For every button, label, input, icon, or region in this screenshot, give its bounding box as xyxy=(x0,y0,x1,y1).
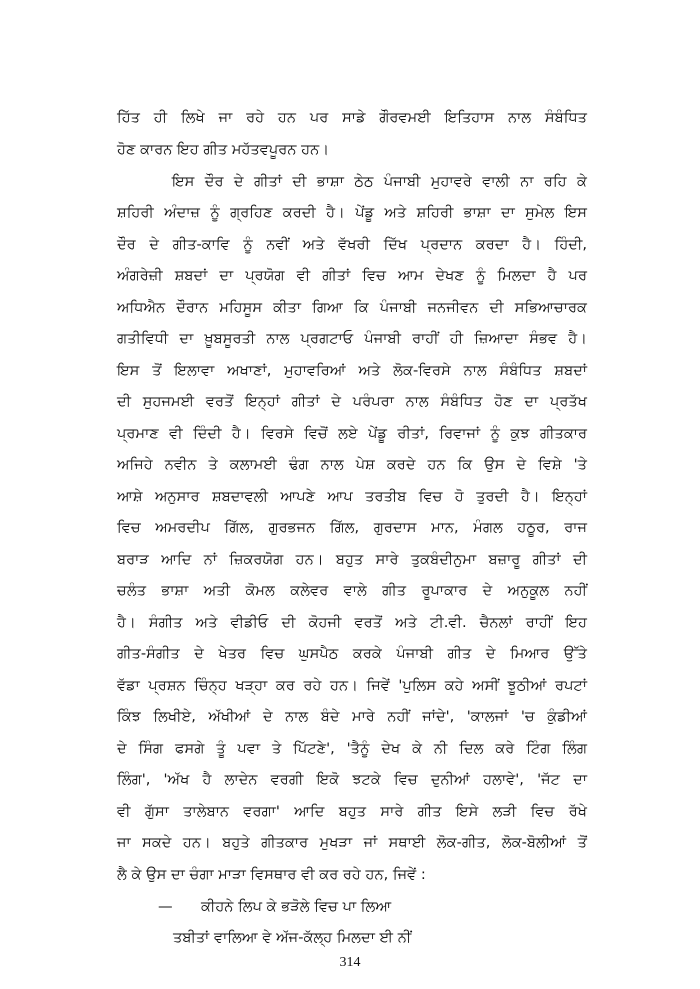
paragraph-line: ਚਲੰਤ ਭਾਸ਼ਾ ਅਤੀ ਕੋਮਲ ਕਲੇਵਰ ਵਾਲੇ ਗੀਤ ਰੂਪਾਕਾਰ ਦੇ ਅਨੁਕੂਲ ਨਹੀਂ xyxy=(117,582,587,599)
paragraph-line: ਪ੍ਰਮਾਣ ਵੀ ਦਿੰਦੀ ਹੈ। ਵਿਰਸੇ ਵਿਚੋਂ ਲਏ ਪੇਂਡੂ ਰੀਤਾਂ, ਰਿਵਾਜਾਂ ਨੂੰ ਕੁਝ ਗੀਤਕਾਰ xyxy=(117,425,587,442)
page-number: 314 xyxy=(339,955,361,970)
paragraph-line: ਗੀਤ-ਸੰਗੀਤ ਦੇ ਖੇਤਰ ਵਿਚ ਘੁਸਪੈਠ ਕਰਕੇ ਪੰਜਾਬੀ ਗੀਤ ਦੇ ਮਿਆਰ ਉੱਤੇ xyxy=(117,645,587,662)
paragraph-line: ਵੱਡਾ ਪ੍ਰਸ਼ਨ ਚਿੰਨ੍ਹ ਖੜ੍ਹਾ ਕਰ ਰਹੇ ਹਨ। ਜਿਵੇਂ 'ਪੁਲਿਸ ਕਹੇ ਅਸੀਂ ਝੂਠੀਆਂ ਰਪਟਾਂ xyxy=(117,677,587,694)
paragraph-line: ਕਿੰਝ ਲਿਖੀਏ, ਅੱਖੀਆਂ ਦੇ ਨਾਲ ਬੰਦੇ ਮਾਰੇ ਨਹੀਂ ਜਾਂਦੇ', 'ਕਾਲਜਾਂ 'ਚ ਕੁੰਡੀਆਂ xyxy=(117,708,587,725)
paragraph-line: ਅੰਗਰੇਜ਼ੀ ਸ਼ਬਦਾਂ ਦਾ ਪ੍ਰਯੋਗ ਵੀ ਗੀਤਾਂ ਵਿਚ ਆਮ ਦੇਖਣ ਨੂੰ ਮਿਲਦਾ ਹੈ ਪਰ xyxy=(117,267,587,284)
paragraph-line: ਹੋਣ ਕਾਰਨ ਇਹ ਗੀਤ ਮਹੱਤਵਪੂਰਨ ਹਨ। xyxy=(117,141,330,158)
paragraph-line: ਦੌਰ ਦੇ ਗੀਤ-ਕਾਵਿ ਨੂੰ ਨਵੀਂ ਅਤੇ ਵੱਖਰੀ ਦਿੱਖ ਪ੍ਰਦਾਨ ਕਰਦਾ ਹੈ। ਹਿੰਦੀ, xyxy=(117,236,587,253)
verse-dash: — xyxy=(158,898,173,915)
paragraph-line: ਅਜਿਹੇ ਨਵੀਨ ਤੇ ਕਲਾਮਈ ਢੰਗ ਨਾਲ ਪੇਸ਼ ਕਰਦੇ ਹਨ ਕਿ ਉਸ ਦੇ ਵਿਸ਼ੇ 'ਤੇ xyxy=(117,456,587,473)
paragraph-last-line: ਲੈ ਕੇ ਉਸ ਦਾ ਚੰਗਾ ਮਾੜਾ ਵਿਸਥਾਰ ਵੀ ਕਰ ਰਹੇ ਹਨ, ਜਿਵੇਂ : xyxy=(117,866,426,883)
paragraph-line: ਗਤੀਵਿਧੀ ਦਾ ਖ਼ੂਬਸੂਰਤੀ ਨਾਲ ਪ੍ਰਗਟਾਓ ਪੰਜਾਬੀ ਰਾਹੀਂ ਹੀ ਜ਼ਿਆਦਾ ਸੰਭਵ ਹੈ। xyxy=(117,330,587,347)
paragraph-line: ਹੈ। ਸੰਗੀਤ ਅਤੇ ਵੀਡੀਓ ਦੀ ਕੋਹਜੀ ਵਰਤੋਂ ਅਤੇ ਟੀ.ਵੀ. ਚੈਨਲਾਂ ਰਾਹੀਂ ਇਹ xyxy=(117,614,587,631)
paragraph-line: ਇਸ ਤੋਂ ਇਲਾਵਾ ਅਖਾਣਾਂ, ਮੁਹਾਵਰਿਆਂ ਅਤੇ ਲੋਕ-ਵਿਰਸੇ ਨਾਲ ਸੰਬੰਧਿਤ ਸ਼ਬਦਾਂ xyxy=(117,362,587,379)
paragraph-line: ਦੀ ਸੁਹਜਮਈ ਵਰਤੋਂ ਇਨ੍ਹਾਂ ਗੀਤਾਂ ਦੇ ਪਰੰਪਰਾ ਨਾਲ ਸੰਬੰਧਿਤ ਹੋਣ ਦਾ ਪ੍ਰਤੱਖ xyxy=(117,393,587,410)
verse-line: ਕੀਹਨੇ ਲਿਪ ਕੇ ਭੜੋਲੇ ਵਿਚ ਪਾ ਲਿਆ xyxy=(201,898,392,915)
paragraph-line: ਆਸ਼ੇ ਅਨੁਸਾਰ ਸ਼ਬਦਾਵਲੀ ਆਪਣੇ ਆਪ ਤਰਤੀਬ ਵਿਚ ਹੋ ਤੁਰਦੀ ਹੈ। ਇਨ੍ਹਾਂ xyxy=(117,488,587,505)
paragraph-first-line: ਇਸ ਦੌਰ ਦੇ ਗੀਤਾਂ ਦੀ ਭਾਸ਼ਾ ਠੇਠ ਪੰਜਾਬੀ ਮੁਹਾਵਰੇ ਵਾਲੀ ਨਾ ਰਹਿ ਕੇ xyxy=(172,173,587,190)
verse-line: ਤਬੀਤਾਂ ਵਾਲਿਆ ਵੇ ਅੱਜ-ਕੱਲ੍ਹ ਮਿਲਦਾ ਈ ਨੀਂ xyxy=(173,929,412,946)
paragraph-line: ਦੇ ਸਿੰਗ ਫਸਗੇ ਤੂੰ ਪਵਾ ਤੇ ਪਿੱਟਣੇ', 'ਤੈਨੂੰ ਦੇਖ ਕੇ ਨੀ ਦਿਲ ਕਰੇ ਟਿੰਗ ਲਿੰਗ xyxy=(117,740,587,757)
paragraph-line: ਸ਼ਹਿਰੀ ਅੰਦਾਜ਼ ਨੂੰ ਗ੍ਰਹਿਣ ਕਰਦੀ ਹੈ। ਪੇਂਡੂ ਅਤੇ ਸ਼ਹਿਰੀ ਭਾਸ਼ਾ ਦਾ ਸੁਮੇਲ ਇਸ xyxy=(117,204,587,221)
paragraph-line: ਜਾ ਸਕਦੇ ਹਨ। ਬਹੁਤੇ ਗੀਤਕਾਰ ਮੁਖੜਾ ਜਾਂ ਸਥਾਈ ਲੋਕ-ਗੀਤ, ਲੋਕ-ਬੋਲੀਆਂ ਤੋਂ xyxy=(117,834,587,851)
paragraph-line: ਲਿੰਗ', 'ਅੱਖ ਹੈ ਲਾਦੇਨ ਵਰਗੀ ਇਕੋ ਝਟਕੇ ਵਿਚ ਦੁਨੀਆਂ ਹਲਾਵੇ', 'ਜੱਟ ਦਾ xyxy=(117,771,587,788)
paragraph-line: ਬਰਾੜ ਆਦਿ ਨਾਂ ਜ਼ਿਕਰਯੋਗ ਹਨ। ਬਹੁਤ ਸਾਰੇ ਤੁਕਬੰਦੀਨੁਮਾ ਬਜ਼ਾਰੂ ਗੀਤਾਂ ਦੀ xyxy=(117,551,587,568)
paragraph-line: ਹਿੱਤ ਹੀ ਲਿਖੇ ਜਾ ਰਹੇ ਹਨ ਪਰ ਸਾਡੇ ਗੌਰਵਮਈ ਇਤਿਹਾਸ ਨਾਲ ਸੰਬੰਧਿਤ xyxy=(117,109,587,126)
paragraph-line: ਅਧਿਐਨ ਦੌਰਾਨ ਮਹਿਸੂਸ ਕੀਤਾ ਗਿਆ ਕਿ ਪੰਜਾਬੀ ਜਨਜੀਵਨ ਦੀ ਸਭਿਆਚਾਰਕ xyxy=(117,299,587,316)
paragraph-line: ਵੀ ਗੁੱਸਾ ਤਾਲੇਬਾਨ ਵਰਗਾ' ਆਦਿ ਬਹੁਤ ਸਾਰੇ ਗੀਤ ਇਸੇ ਲੜੀ ਵਿਚ ਰੱਖੇ xyxy=(117,803,587,820)
paragraph-line: ਵਿਚ ਅਮਰਦੀਪ ਗਿੱਲ, ਗੁਰਭਜਨ ਗਿੱਲ, ਗੁਰਦਾਸ ਮਾਨ, ਮੰਗਲ ਹਠੂਰ, ਰਾਜ xyxy=(117,519,587,536)
